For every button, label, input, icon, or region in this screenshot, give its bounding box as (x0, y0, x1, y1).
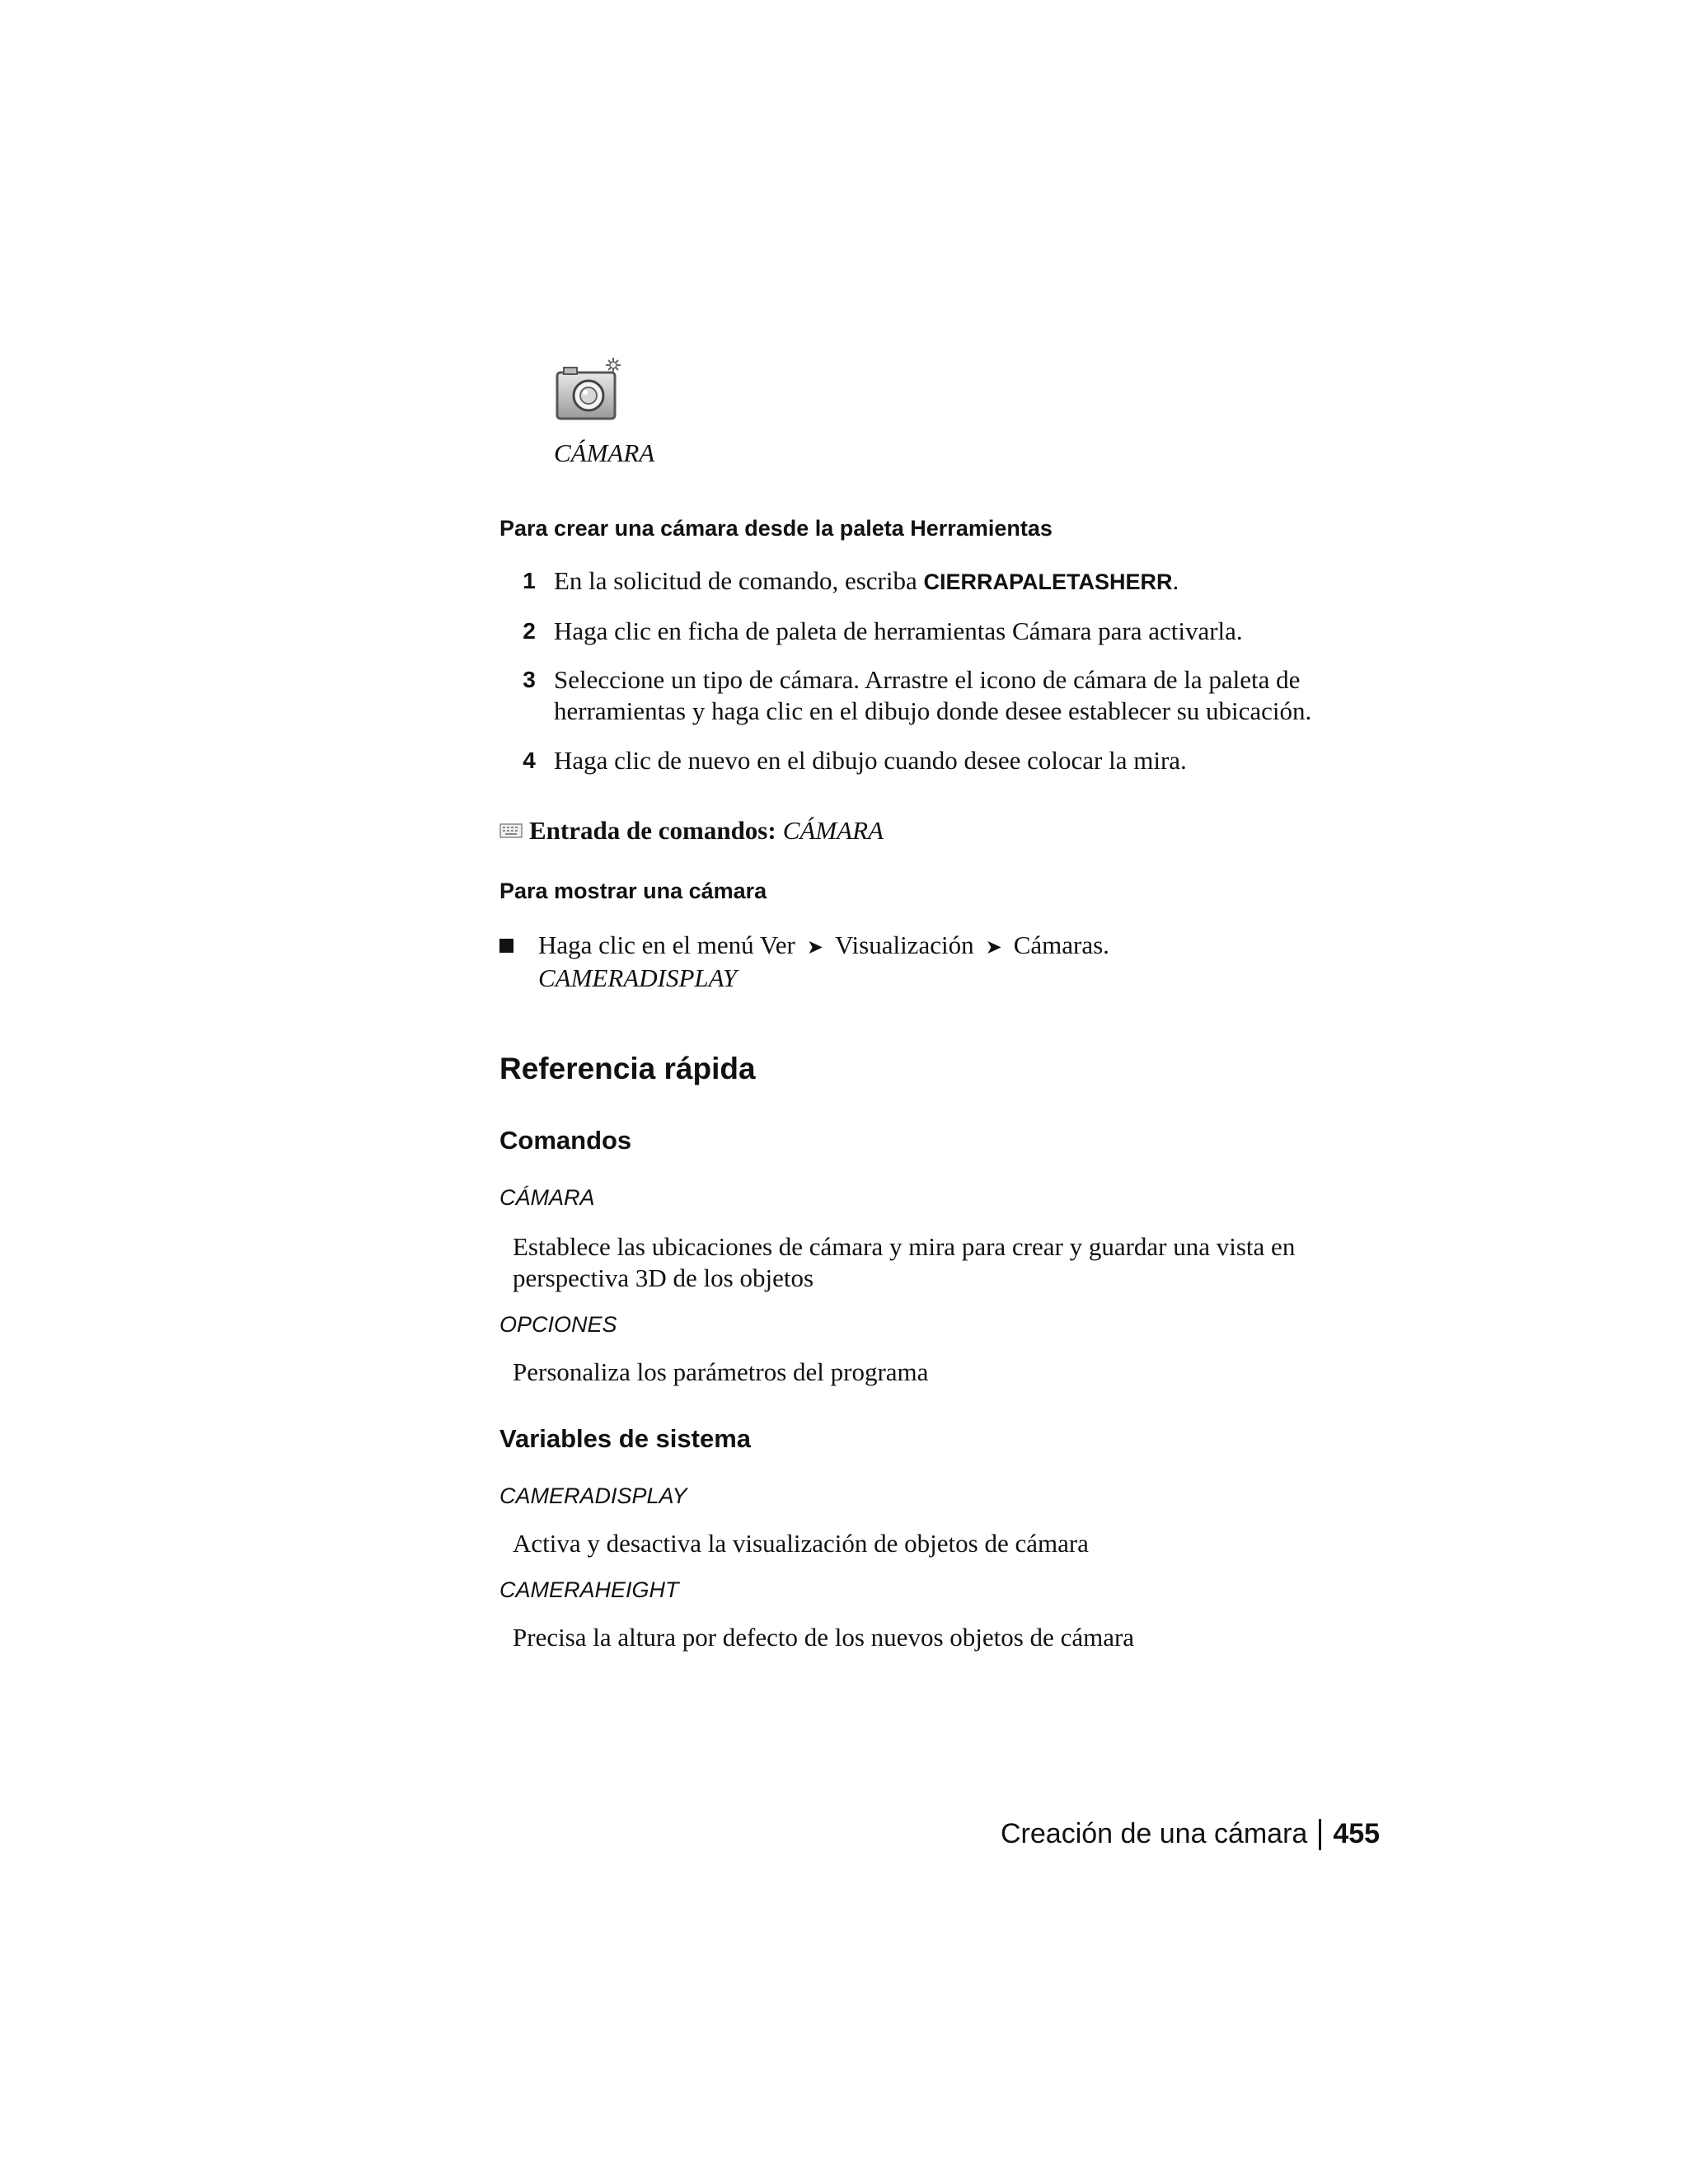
commands-title: Comandos (499, 1126, 632, 1155)
icon-caption: CÁMARA (554, 438, 655, 467)
step-4 (499, 745, 1406, 776)
page-footer (1001, 1818, 1380, 1850)
camera-icon (554, 354, 630, 427)
sysvar-term: CAMERADISPLAY (499, 1483, 687, 1508)
sysvar-description: Activa y desactiva la visualización de objetos de cámara (513, 1529, 1089, 1558)
command-name: CIERRAPALETASHERR (923, 569, 1173, 594)
keyboard-icon (499, 823, 523, 839)
bullet-square-icon (499, 939, 513, 953)
footer-divider (1319, 1819, 1321, 1850)
command-term: CÁMARA (499, 1185, 595, 1210)
step-text: Haga clic de nuevo en el dibujo cuando desee colocar la mira. (554, 746, 1187, 775)
step-text: Haga clic en ficha de paleta de herramientas Cámara para activarla. (554, 616, 1243, 645)
step-number: 1 (523, 568, 536, 593)
command-description: Personaliza los parámetros del programa (513, 1357, 929, 1386)
procedure-heading: Para crear una cámara desde la paleta Herramientas (499, 516, 1053, 541)
procedure-heading: Para mostrar una cámara (499, 879, 767, 903)
command-term: OPCIONES (499, 1312, 617, 1337)
command-entry-value: CÁMARA (782, 816, 884, 845)
sysvars-title: Variables de sistema (499, 1424, 752, 1453)
arrow-right-icon: ➤ (985, 935, 1002, 958)
command-name: CAMERADISPLAY (538, 963, 738, 992)
step-2 (499, 616, 1406, 647)
step-1 (499, 565, 1406, 598)
step-text: Seleccione un tipo de cámara. Arrastre el icono de cámara de la paleta de herramientas y haga clic en el dibujo donde desee establecer su ubicación. (554, 665, 1312, 725)
sysvar-term: CAMERAHEIGHT (499, 1577, 679, 1602)
step-3 (499, 664, 1390, 727)
arrow-right-icon: ➤ (806, 935, 823, 958)
command-entry (499, 816, 884, 846)
step-number: 3 (523, 667, 536, 692)
step-text: En la solicitud de comando, escriba CIERRAPALETASHERR. (554, 566, 1179, 595)
command-entry-label: Entrada de comandos: (529, 816, 776, 845)
step-number: 4 (523, 748, 536, 773)
footer-section: Creación de una cámara (1001, 1818, 1308, 1849)
section-title: Referencia rápida (499, 1052, 756, 1085)
command-description: Establece las ubicaciones de cámara y mira para crear y guardar una vista en perspectiva 3D de los objetos (513, 1232, 1296, 1292)
sysvar-description: Precisa la altura por defecto de los nuevos objetos de cámara (513, 1623, 1135, 1652)
menu-path: Haga clic en el menú Ver ➤ Visualización ➤ Cámaras. (538, 930, 1109, 959)
page-number: 455 (1333, 1818, 1381, 1849)
bullet-item (499, 930, 1109, 994)
step-number: 2 (523, 618, 536, 644)
